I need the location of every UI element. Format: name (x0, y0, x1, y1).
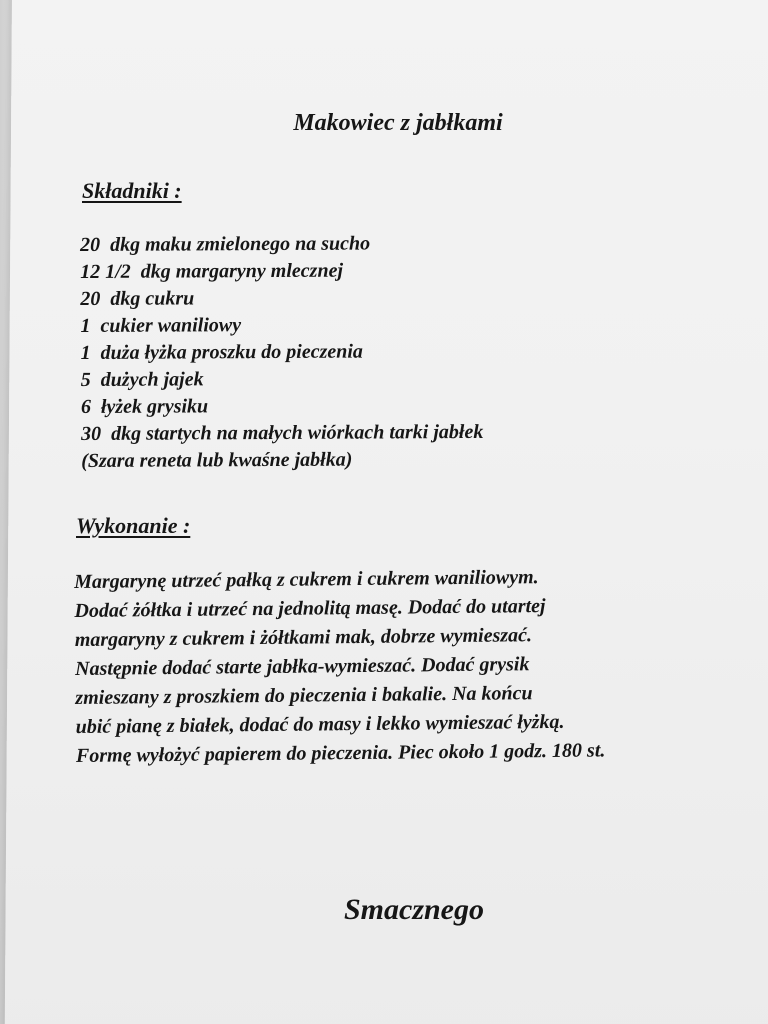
method-line: zmieszany z proszkiem do pieczenia i bakalie. Na końcu (75, 682, 533, 709)
method-paragraph (74, 562, 605, 771)
ingredient-item: 20 dkg cukru (80, 287, 195, 310)
ingredient-item: 12 1/2 dkg margaryny mlecznej (80, 259, 344, 283)
ingredient-item: 1 duża łyżka proszku do pieczenia (80, 340, 363, 364)
ingredient-note: (Szara reneta lub kwaśne jabłka) (81, 448, 353, 472)
method-line: Dodać żółtka i utrzeć na jednolitą masę. Dodać do utartej (74, 595, 546, 622)
method-line: Margarynę utrzeć pałką z cukrem i cukrem waniliowym. (74, 566, 539, 593)
method-heading: Wykonanie : (76, 513, 191, 538)
ingredient-item: 20 dkg maku zmielonego na sucho (80, 232, 371, 256)
ingredients-list (80, 230, 484, 475)
method-line: Następnie dodać starte jabłka-wymieszać. Dodać grysik (74, 653, 530, 680)
method-line: margaryny z cukrem i żółtkami mak, dobrze wymieszać. (74, 624, 533, 651)
recipe-title: Makowiec z jabłkami (293, 110, 503, 136)
ingredients-heading: Składniki : (82, 178, 182, 203)
ingredient-item: 30 dkg startych na małych wiórkach tarki jabłek (81, 420, 484, 445)
method-line: ubić pianę z białek, dodać do masy i lekko wymieszać łyżką. (75, 710, 565, 738)
ingredient-item: 6 łyżek grysiku (80, 395, 209, 418)
closing-greeting: Smacznego (343, 893, 484, 926)
ingredient-item: 5 dużych jajek (80, 368, 204, 391)
ingredient-item: 1 cukier waniliowy (80, 314, 242, 337)
method-line: Formę wyłożyć papierem do pieczenia. Piec około 1 godz. 180 st. (75, 739, 606, 767)
